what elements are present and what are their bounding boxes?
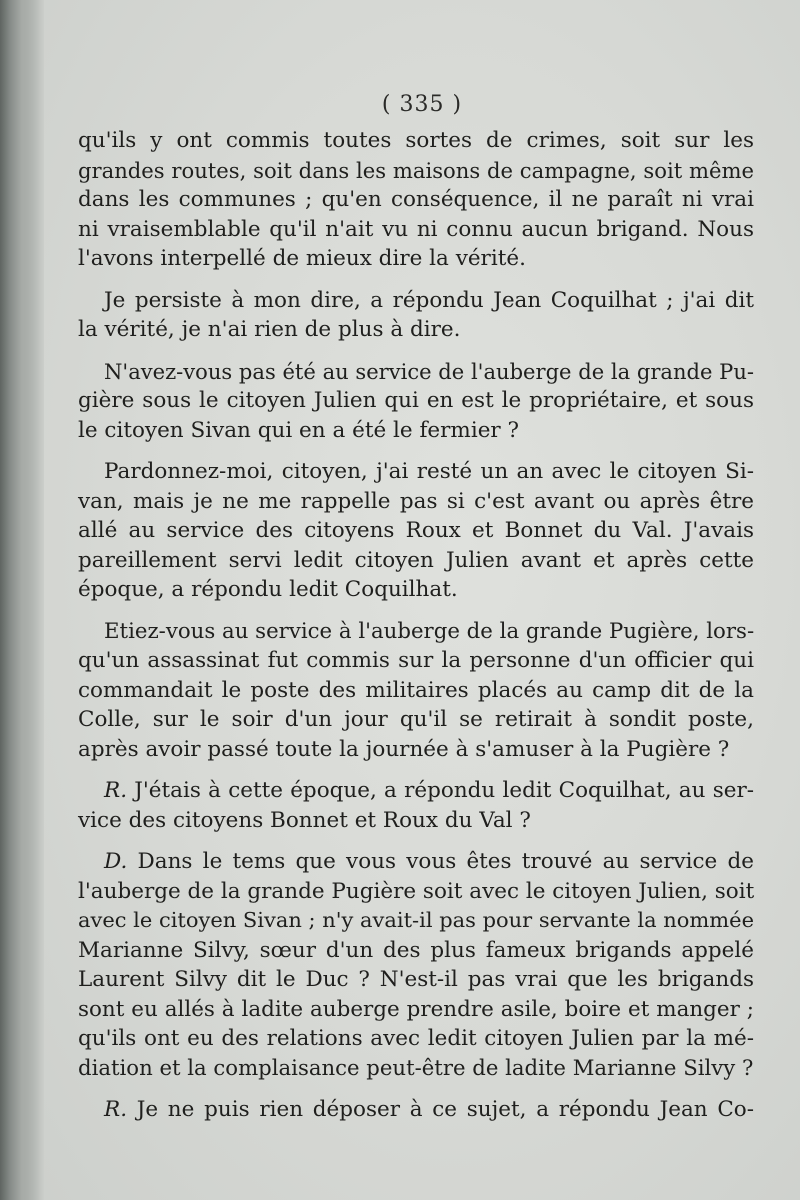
text-line: van, mais je ne me rappelle pas si c'est avant ou après être [78, 488, 754, 514]
text-line: Pardonnez-moi, citoyen, j'ai resté un an avec le citoyen Si- [104, 459, 754, 484]
text-line: ni vraisemblable qu'il n'ait vu ni connu aucun brigand. Nous [78, 216, 754, 242]
paragraph [78, 847, 754, 1083]
text-line: grandes routes, soit dans les maisons de campagne, soit même [78, 157, 754, 183]
text-line: Je persiste à mon dire, a répondu Jean Coquilhat ; j'ai dit [104, 287, 754, 313]
text-line [78, 1095, 754, 1125]
paragraph [78, 126, 754, 274]
speaker-label: R. [104, 778, 128, 803]
text-line: avec le citoyen Sivan ; n'y avait-il pas pour servante la nommée [78, 908, 754, 932]
text-line: le citoyen Sivan qui en a été le fermier ? [78, 417, 520, 443]
paragraph [78, 1095, 754, 1125]
text-line: Laurent Silvy dit le Duc ? N'est-il pas vrai que les brigands [78, 967, 754, 992]
text-line: Marianne Silvy, sœur d'un des plus fameux brigands appelé [78, 937, 754, 963]
text-run: Dans le tems que vous vous êtes trouvé au service de [127, 849, 754, 874]
text-line: l'auberge de la grande Pugière soit avec le citoyen Julien, soit [78, 878, 755, 904]
page-number: ( 335 ) [381, 92, 463, 117]
speaker-label: R. [104, 1097, 128, 1122]
text-line: commandait le poste des militaires placés au camp dit de la [78, 677, 754, 703]
text-line: Etiez-vous au service à l'auberge de la grande Pugière, lors- [104, 618, 755, 644]
text-line: qu'ils y ont commis toutes sortes de crimes, soit sur les [78, 128, 754, 153]
text-line: la vérité, je n'ai rien de plus à dire. [78, 317, 461, 342]
paragraph [78, 617, 754, 765]
paragraph [78, 776, 754, 835]
text-line: qu'ils ont eu des relations avec ledit citoyen Julien par la mé- [78, 1026, 754, 1051]
text-line: l'avons interpellé de mieux dire la vérité. [78, 246, 526, 271]
paragraph [78, 286, 754, 345]
page [44, 0, 800, 1200]
text-line: sont eu allés à ladite auberge prendre asile, boire et manger ; [78, 996, 754, 1022]
paragraph [78, 457, 754, 605]
text-line: vice des citoyens Bonnet et Roux du Val ? [78, 807, 531, 833]
body-text [78, 126, 754, 1137]
text-run: Je ne puis rien déposer à ce sujet, a répondu Jean Co- [127, 1097, 754, 1122]
text-line [78, 776, 754, 806]
text-line: gière sous le citoyen Julien qui en est le propriétaire, et sous [78, 388, 754, 413]
facing-page-edge [0, 0, 44, 1200]
text-line: N'avez-vous pas été au service de l'auberge de la grande Pu- [104, 358, 754, 384]
text-line: après avoir passé toute la journée à s'amuser à la Pugière ? [78, 736, 730, 762]
paragraph [78, 357, 754, 446]
text-line: qu'un assassinat fut commis sur la personne d'un officier qui [78, 648, 754, 673]
text-line: diation et la complaisance peut-être de ladite Marianne Silvy ? [78, 1055, 754, 1081]
text-line [78, 847, 754, 877]
text-line: pareillement servi ledit citoyen Julien avant et après cette [78, 547, 754, 573]
speaker-label: D. [104, 849, 128, 874]
text-line: époque, a répondu ledit Coquilhat. [78, 577, 458, 602]
text-line: allé au service des citoyens Roux et Bonnet du Val. J'avais [78, 518, 754, 543]
text-line: Colle, sur le soir d'un jour qu'il se retirait à sondit poste, [78, 707, 754, 732]
text-line: dans les communes ; qu'en conséquence, il ne paraît ni vrai [78, 187, 754, 212]
text-run: J'étais à cette époque, a répondu ledit Coquilhat, au ser- [127, 778, 754, 803]
